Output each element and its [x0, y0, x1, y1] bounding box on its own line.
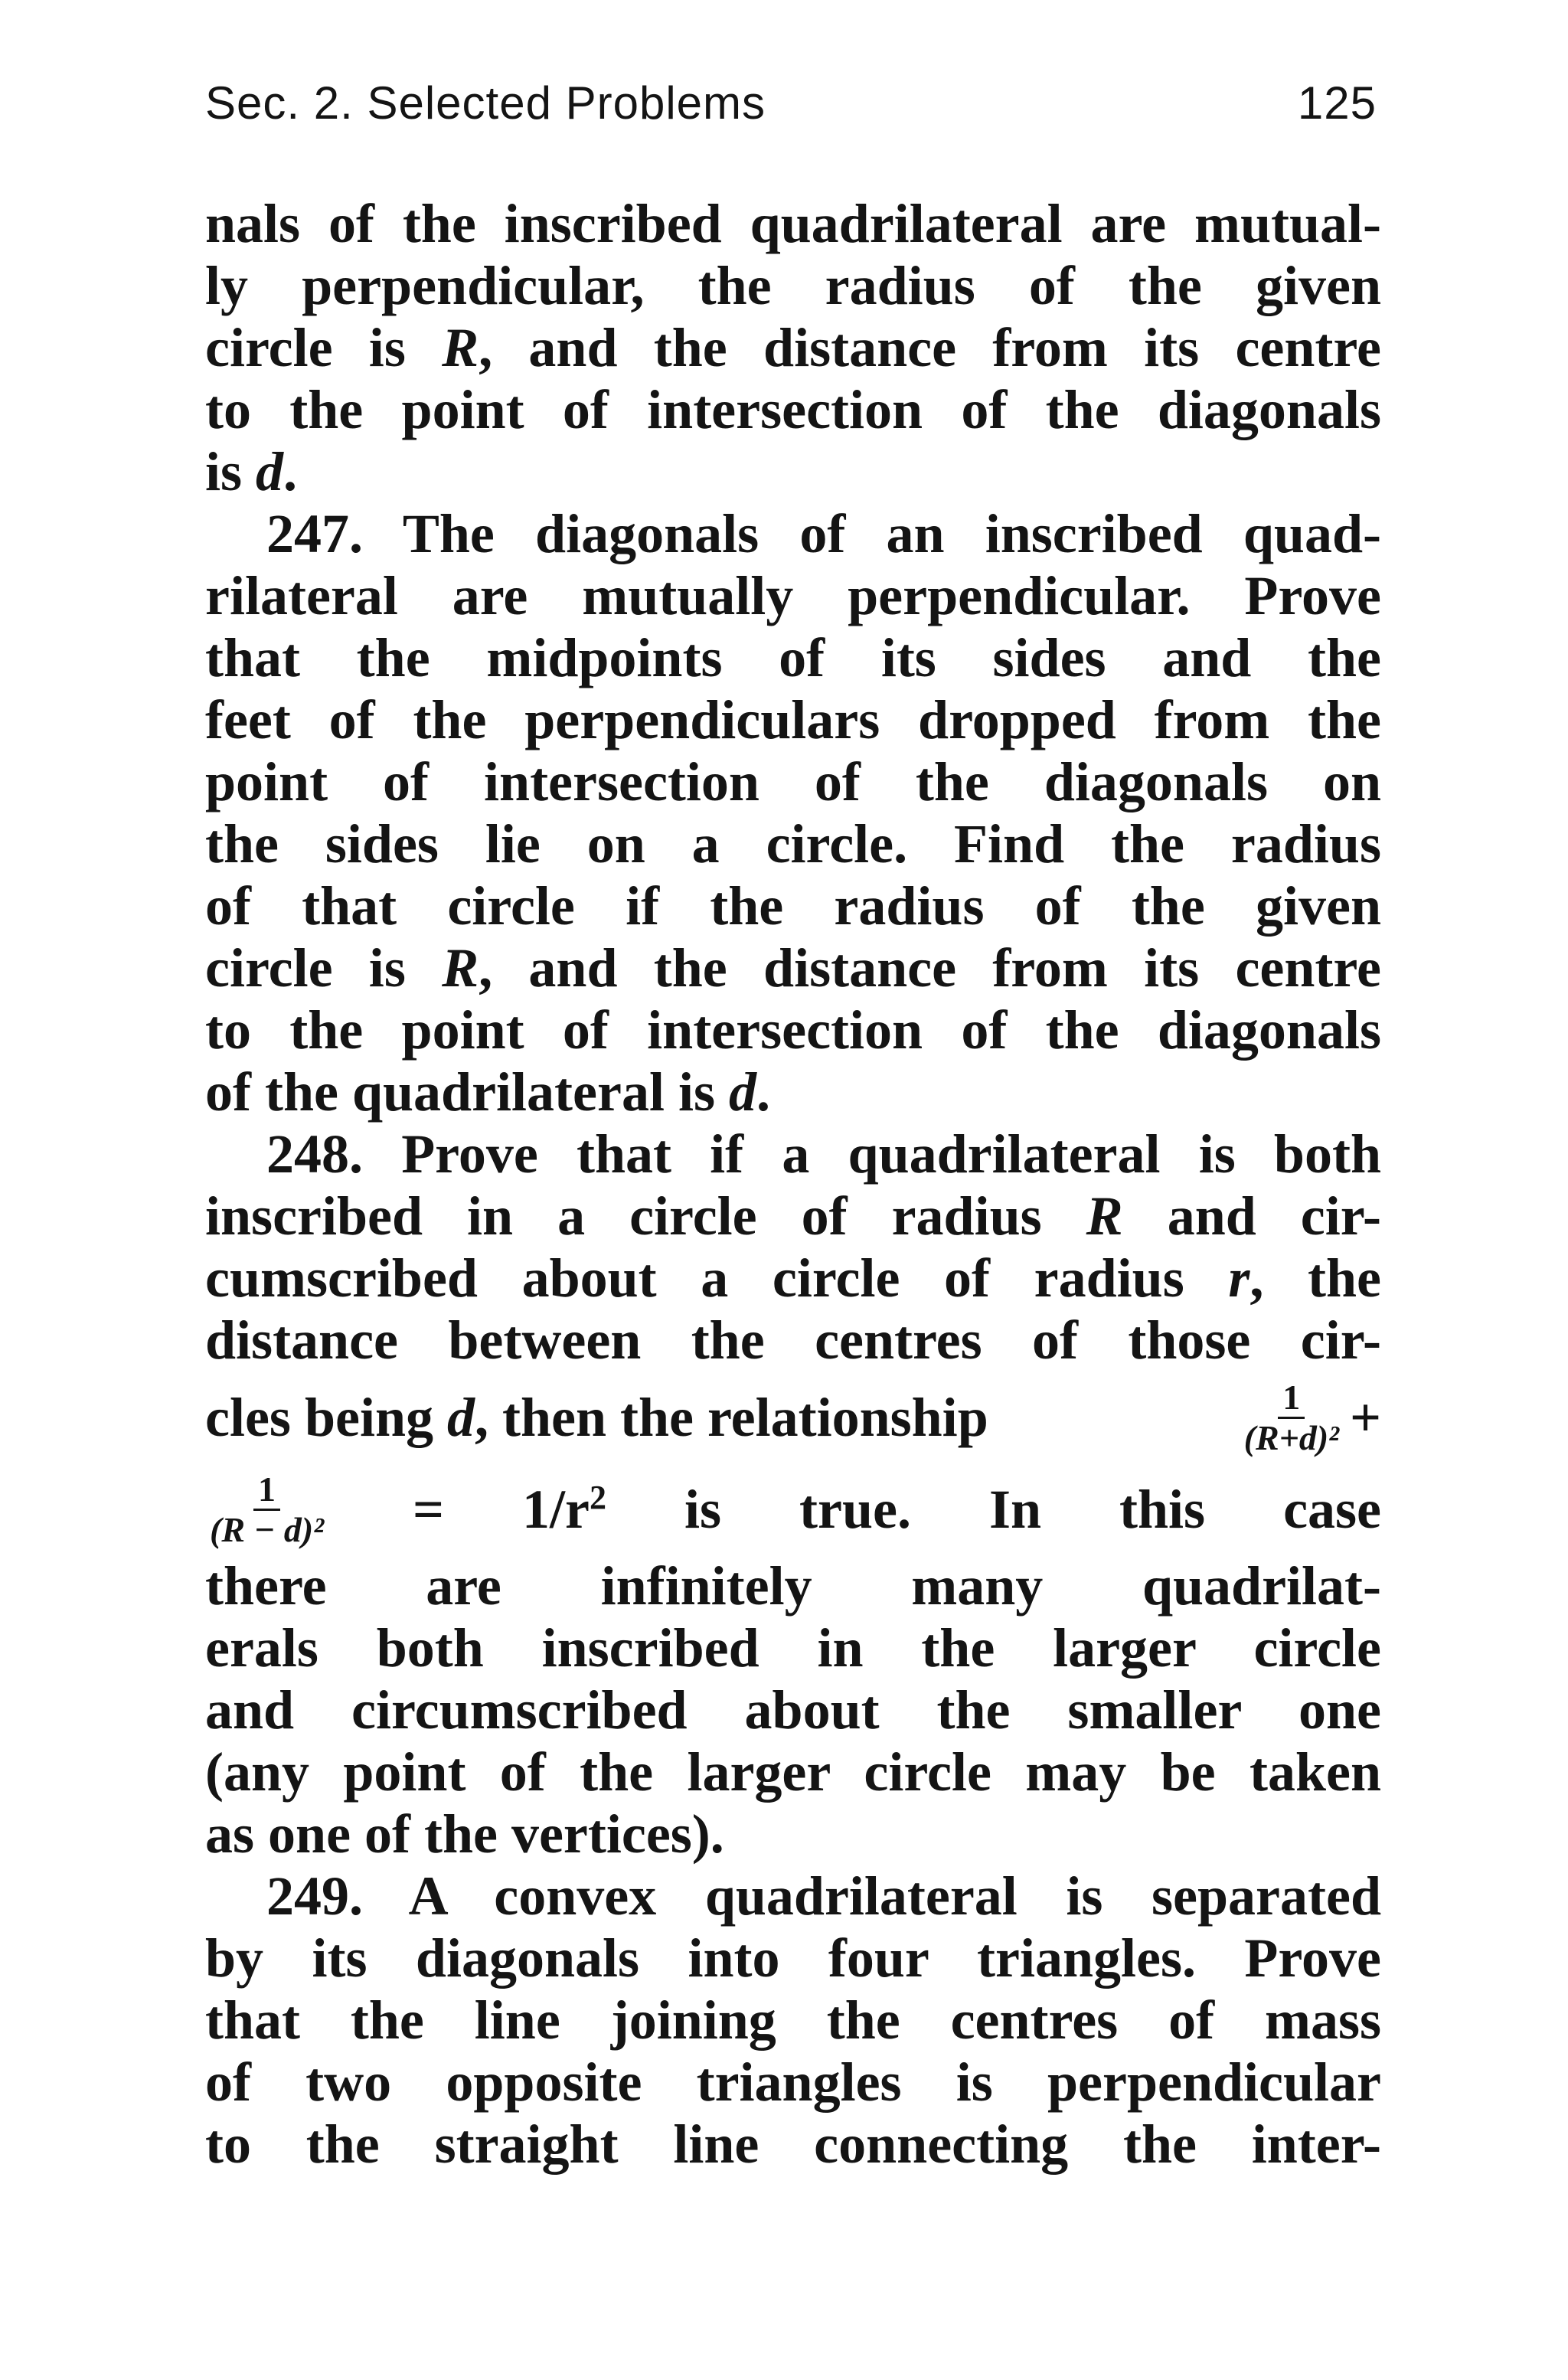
page-number: 125: [1297, 77, 1377, 129]
problem-247-line: of that circle if the radius of the given: [205, 875, 1381, 937]
problem-249-line: of two opposite triangles is perpendicular: [205, 2051, 1381, 2113]
problem-247-line: to the point of intersection of the diagonals: [205, 999, 1381, 1061]
text-line: ly perpendicular, the radius of the given: [205, 255, 1381, 316]
problem-247-line: point of intersection of the diagonals on: [205, 751, 1381, 812]
problem-248-line: erals both inscribed in the larger circle: [205, 1617, 1381, 1679]
problem-249-line: to the straight line connecting the inter-: [205, 2114, 1381, 2175]
equals-sign: =: [412, 1478, 445, 1540]
problem-248-line: 248. Prove that if a quadrilateral is both: [266, 1123, 1381, 1185]
running-header: [205, 77, 1377, 129]
text-line: is d.: [205, 441, 298, 502]
problem-number: 248.: [266, 1123, 363, 1185]
problem-248-line: there are infinitely many quadrilat-: [205, 1555, 1381, 1617]
problem-249-line: that the line joining the centres of mass: [205, 1989, 1381, 2051]
problem-248-line: inscribed in a circle of radius R and cir-: [205, 1185, 1381, 1247]
formula-line-2: $\frac{1}{\text{(R − d)²}}$ = $1/r^2$ is true. In this case: [205, 1463, 1381, 1555]
text-line: to the point of intersection of the diagonals: [205, 379, 1381, 440]
problem-248-line: cumscribed about a circle of radius r, the: [205, 1247, 1381, 1309]
problem-247-line: feet of the perpendiculars dropped from the: [205, 689, 1381, 750]
fraction-one-over-r-plus-d-squared: $\frac{1}{\text{(R+d)²}}$: [1243, 1377, 1339, 1457]
problem-247-line: circle is R, and the distance from its centre: [205, 937, 1381, 999]
fraction-one-over-r-minus-d-squared: $\frac{1}{\text{(R − d)²}}$: [210, 1469, 324, 1549]
problem-number: 247.: [266, 503, 363, 564]
problem-247-line: that the midpoints of its sides and the: [205, 627, 1381, 688]
problem-247-line: rilateral are mutually perpendicular. Prove: [205, 565, 1381, 626]
problem-247-line: the sides lie on a circle. Find the radius: [205, 813, 1381, 875]
plus-sign: +: [1349, 1386, 1381, 1448]
problem-248-line: and circumscribed about the smaller one: [205, 1679, 1381, 1741]
problem-248-line: (any point of the larger circle may be taken: [205, 1741, 1381, 1803]
section-title: Sec. 2. Selected Problems: [205, 77, 766, 129]
reciprocal-r-squared: $1/r^2$: [522, 1478, 606, 1540]
problem-248-line: as one of the vertices).: [205, 1803, 724, 1865]
problem-249-line: by its diagonals into four triangles. Prove: [205, 1927, 1381, 1989]
page-body: [205, 193, 1381, 2176]
text-line: circle is R, and the distance from its centre: [205, 317, 1381, 378]
problem-249-line: 249. A convex quadrilateral is separated: [266, 1865, 1381, 1927]
problem-number: 249.: [266, 1865, 363, 1927]
problem-248-line: distance between the centres of those cir-: [205, 1309, 1381, 1371]
formula-line-1: cles being d, then the relationship $\frac{1}{\text{(R+d)²}}$ +: [205, 1377, 1381, 1457]
text-line: nals of the inscribed quadrilateral are mutual-: [205, 193, 1381, 254]
problem-247-line: of the quadrilateral is d.: [205, 1061, 770, 1123]
problem-247-line: 247. The diagonals of an inscribed quad-: [266, 503, 1381, 564]
